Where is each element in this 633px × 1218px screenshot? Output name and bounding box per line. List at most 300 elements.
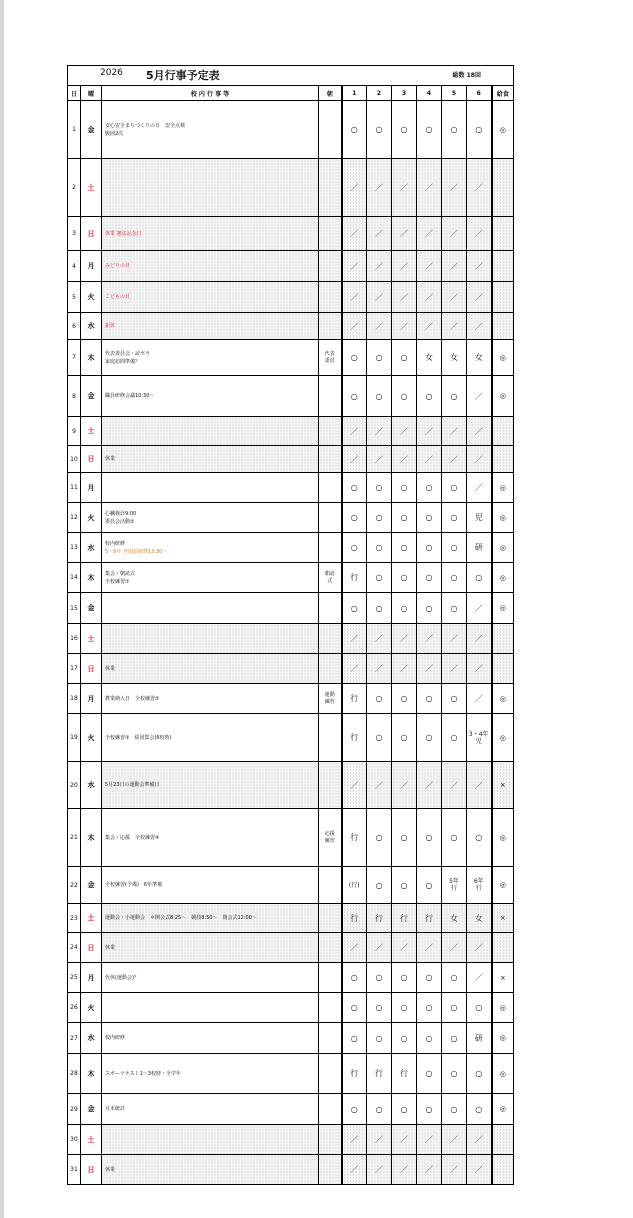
event-cell — [102, 1054, 319, 1094]
total-count: 総数 18回 — [452, 72, 481, 79]
period-2-cell: ／ — [367, 762, 392, 809]
period-6-cell: 女 — [467, 340, 492, 376]
table-row — [68, 563, 514, 593]
note-cell — [319, 1094, 342, 1125]
event-line: 腹囲2次 — [105, 130, 124, 137]
period-6-cell: 3・4年 児 — [467, 714, 492, 762]
weekday-cell: 土 — [81, 1125, 102, 1155]
period-2-cell: ／ — [367, 654, 392, 684]
col-p5-header: 5 — [442, 86, 467, 101]
day-cell: 14 — [68, 563, 81, 593]
event-line: 代表委員会・読ボラ — [105, 350, 151, 357]
day-cell: 22 — [68, 867, 81, 904]
period-3-cell: ○ — [392, 684, 417, 714]
period-4-cell: ／ — [417, 446, 442, 473]
period-2-cell: ／ — [367, 217, 392, 251]
event-cell — [102, 340, 319, 376]
period-1-cell: ／ — [342, 762, 367, 809]
event-line: 休業 — [105, 665, 116, 672]
weekday-cell: 火 — [81, 282, 102, 313]
period-2-cell: ／ — [367, 1155, 392, 1185]
period-5-cell: ／ — [442, 762, 467, 809]
event-line: 休業 — [105, 456, 116, 462]
period-3-cell: ○ — [392, 340, 417, 376]
period-1-cell: 行 — [342, 904, 367, 933]
day-cell: 25 — [68, 963, 81, 993]
day-cell: 16 — [68, 624, 81, 654]
day-cell: 23 — [68, 904, 81, 933]
event-cell — [102, 217, 319, 251]
day-cell: 3 — [68, 217, 81, 251]
note-cell — [319, 654, 342, 684]
lunch-cell — [492, 159, 514, 217]
schedule-body — [68, 101, 514, 1185]
weekday-cell: 月 — [81, 251, 102, 282]
period-4-cell: ／ — [417, 933, 442, 963]
event-line: 全校練習(予備) 6年準備 — [105, 882, 163, 888]
col-p2-header: 2 — [367, 86, 392, 101]
lunch-cell: ◎ — [492, 1054, 514, 1094]
period-1-cell: ○ — [342, 503, 367, 533]
period-2-cell: 行 — [367, 904, 392, 933]
event-line: 全校練習③ 結団集会(6校時) — [105, 734, 172, 741]
table-row — [68, 933, 514, 963]
note-cell — [319, 1023, 342, 1054]
table-row — [68, 446, 514, 473]
period-4-cell: ／ — [417, 313, 442, 340]
lunch-cell: ◎ — [492, 1094, 514, 1125]
event-line: 校内研修 — [105, 1035, 126, 1041]
period-1-cell: ○ — [342, 1094, 367, 1125]
lunch-cell: ◎ — [492, 533, 514, 563]
period-3-cell: ／ — [392, 282, 417, 313]
lunch-cell: ◎ — [492, 684, 514, 714]
period-1-cell: ○ — [342, 473, 367, 503]
period-2-cell: ／ — [367, 251, 392, 282]
period-2-cell: ／ — [367, 159, 392, 217]
day-cell: 20 — [68, 762, 81, 809]
day-cell: 28 — [68, 1054, 81, 1094]
period-2-cell: ／ — [367, 313, 392, 340]
period-5-cell: ／ — [442, 654, 467, 684]
event-cell — [102, 282, 319, 313]
lunch-cell — [492, 217, 514, 251]
lunch-cell — [492, 624, 514, 654]
note-cell — [319, 762, 342, 809]
period-2-cell: ○ — [367, 1094, 392, 1125]
period-4-cell: ○ — [417, 503, 442, 533]
event-line: 全校練習① — [105, 578, 130, 585]
note-cell — [319, 101, 342, 159]
event-cell — [102, 904, 319, 933]
note-cell: 運動 練習 — [319, 684, 342, 714]
period-4-cell: 女 — [417, 340, 442, 376]
period-1-cell: ／ — [342, 446, 367, 473]
period-3-cell: 行 — [392, 1054, 417, 1094]
lunch-cell: × — [492, 762, 514, 809]
period-5-cell: ○ — [442, 963, 467, 993]
period-6-cell: ／ — [467, 963, 492, 993]
day-cell: 5 — [68, 282, 81, 313]
day-cell: 6 — [68, 313, 81, 340]
period-3-cell: ／ — [392, 1155, 417, 1185]
day-cell: 8 — [68, 376, 81, 417]
event-cell — [102, 993, 319, 1023]
period-1-cell: 行 — [342, 1054, 367, 1094]
period-1-cell: ○ — [342, 101, 367, 159]
period-6-cell: ／ — [467, 473, 492, 503]
lunch-cell — [492, 1155, 514, 1185]
period-3-cell: ○ — [392, 963, 417, 993]
note-cell — [319, 251, 342, 282]
period-6-cell: ／ — [467, 251, 492, 282]
event-cell — [102, 417, 319, 446]
day-cell: 17 — [68, 654, 81, 684]
lunch-cell: ◎ — [492, 473, 514, 503]
event-cell — [102, 159, 319, 217]
period-3-cell: ／ — [392, 654, 417, 684]
lunch-cell — [492, 933, 514, 963]
event-line: 5月23日の運動会準備日 — [105, 782, 160, 788]
weekday-cell: 水 — [81, 533, 102, 563]
note-cell: 応援 練習 — [319, 809, 342, 867]
day-cell: 13 — [68, 533, 81, 563]
period-4-cell: 行 — [417, 904, 442, 933]
period-5-cell: ／ — [442, 313, 467, 340]
period-6-cell: ／ — [467, 1125, 492, 1155]
event-cell — [102, 624, 319, 654]
lunch-cell: ◎ — [492, 714, 514, 762]
event-cell — [102, 933, 319, 963]
period-3-cell: 行 — [392, 904, 417, 933]
period-5-cell: ○ — [442, 101, 467, 159]
period-3-cell: ／ — [392, 762, 417, 809]
period-6-cell: ○ — [467, 101, 492, 159]
event-cell — [102, 473, 319, 503]
sheet-header — [67, 65, 514, 85]
event-cell — [102, 101, 319, 159]
table-row — [68, 1125, 514, 1155]
period-4-cell: ○ — [417, 809, 442, 867]
event-cell — [102, 654, 319, 684]
period-2-cell: ／ — [367, 1125, 392, 1155]
weekday-cell: 木 — [81, 340, 102, 376]
period-3-cell: ○ — [392, 993, 417, 1023]
lunch-cell: ◎ — [492, 340, 514, 376]
event-cell — [102, 563, 319, 593]
period-4-cell: ○ — [417, 993, 442, 1023]
weekday-cell: 火 — [81, 503, 102, 533]
period-5-cell: ／ — [442, 933, 467, 963]
period-5-cell: 女 — [442, 904, 467, 933]
period-4-cell: ○ — [417, 1054, 442, 1094]
period-2-cell: ○ — [367, 963, 392, 993]
period-1-cell: 行 — [342, 563, 367, 593]
note-cell — [319, 933, 342, 963]
weekday-cell: 水 — [81, 1023, 102, 1054]
weekday-cell: 水 — [81, 313, 102, 340]
weekday-cell: 日 — [81, 217, 102, 251]
period-2-cell: 行 — [367, 1054, 392, 1094]
day-cell: 30 — [68, 1125, 81, 1155]
event-line: 休業 憲法記念日 — [105, 230, 142, 237]
event-line: 運動会・小運動会 ＊開会式8:25～ 競技8:50～ 閉会式12:00～ — [105, 915, 257, 921]
period-5-cell: ／ — [442, 1125, 467, 1155]
period-4-cell: ／ — [417, 251, 442, 282]
period-6-cell: ／ — [467, 313, 492, 340]
period-1-cell: 行 — [342, 714, 367, 762]
table-row — [68, 533, 514, 563]
table-row — [68, 714, 514, 762]
period-3-cell: ○ — [392, 809, 417, 867]
period-1-cell: (行) — [342, 867, 367, 904]
event-line: 休業 — [105, 1166, 116, 1173]
period-5-cell: ○ — [442, 1054, 467, 1094]
event-cell — [102, 376, 319, 417]
period-1-cell: ／ — [342, 933, 367, 963]
weekday-cell: 金 — [81, 593, 102, 624]
period-2-cell: ／ — [367, 624, 392, 654]
period-3-cell: ／ — [392, 446, 417, 473]
period-3-cell: ○ — [392, 714, 417, 762]
period-4-cell: ○ — [417, 867, 442, 904]
day-cell: 9 — [68, 417, 81, 446]
note-cell — [319, 159, 342, 217]
period-4-cell: ○ — [417, 533, 442, 563]
period-5-cell: ○ — [442, 503, 467, 533]
lunch-cell: × — [492, 963, 514, 993]
table-row — [68, 251, 514, 282]
weekday-cell: 月 — [81, 684, 102, 714]
event-line: 振休 — [105, 323, 116, 329]
weekday-cell: 火 — [81, 714, 102, 762]
weekday-cell: 土 — [81, 417, 102, 446]
table-row — [68, 313, 514, 340]
event-line: 家庭訪問準備？ — [105, 358, 141, 365]
period-2-cell: ○ — [367, 340, 392, 376]
period-6-cell: 女 — [467, 904, 492, 933]
period-1-cell: ／ — [342, 1155, 367, 1185]
event-line: 代休(運動会)？ — [105, 974, 139, 981]
period-4-cell: ／ — [417, 1155, 442, 1185]
period-2-cell: ○ — [367, 593, 392, 624]
period-4-cell: ／ — [417, 654, 442, 684]
weekday-cell: 土 — [81, 159, 102, 217]
event-line: 委員会活動② — [105, 518, 135, 525]
weekday-cell: 木 — [81, 563, 102, 593]
note-cell — [319, 714, 342, 762]
period-1-cell: ○ — [342, 963, 367, 993]
period-2-cell: ○ — [367, 867, 392, 904]
day-cell: 26 — [68, 993, 81, 1023]
table-row — [68, 993, 514, 1023]
weekday-cell: 金 — [81, 376, 102, 417]
weekday-cell: 日 — [81, 1155, 102, 1185]
period-1-cell: 行 — [342, 684, 367, 714]
event-line: 職員研修会議10:30～ — [105, 393, 155, 399]
period-2-cell: ／ — [367, 446, 392, 473]
event-cell — [102, 762, 319, 809]
period-4-cell: ○ — [417, 684, 442, 714]
period-6-cell: ／ — [467, 417, 492, 446]
day-cell: 19 — [68, 714, 81, 762]
period-4-cell: ○ — [417, 1023, 442, 1054]
period-5-cell: ／ — [442, 417, 467, 446]
period-4-cell: ○ — [417, 593, 442, 624]
weekday-cell: 土 — [81, 624, 102, 654]
table-row — [68, 376, 514, 417]
col-p4-header: 4 — [417, 86, 442, 101]
event-cell — [102, 867, 319, 904]
day-cell: 2 — [68, 159, 81, 217]
period-4-cell: ○ — [417, 963, 442, 993]
period-5-cell: ／ — [442, 1155, 467, 1185]
period-5-cell: ○ — [442, 1023, 467, 1054]
event-cell — [102, 684, 319, 714]
period-5-cell: ／ — [442, 446, 467, 473]
lunch-cell — [492, 654, 514, 684]
period-3-cell: ○ — [392, 563, 417, 593]
weekday-cell: 金 — [81, 867, 102, 904]
lunch-cell: × — [492, 904, 514, 933]
period-1-cell: ／ — [342, 282, 367, 313]
note-cell — [319, 446, 342, 473]
note-cell — [319, 624, 342, 654]
note-cell: 代表 委員 — [319, 340, 342, 376]
note-cell — [319, 313, 342, 340]
lunch-cell: ◎ — [492, 593, 514, 624]
col-weekday-header: 曜 — [81, 86, 102, 101]
weekday-cell: 金 — [81, 1094, 102, 1125]
event-line: 月末統計 — [105, 1106, 126, 1112]
note-cell — [319, 867, 342, 904]
day-cell: 18 — [68, 684, 81, 714]
weekday-cell: 日 — [81, 933, 102, 963]
event-line: 集会・朝読式 — [105, 570, 136, 577]
table-row — [68, 340, 514, 376]
table-row — [68, 809, 514, 867]
period-6-cell: ○ — [467, 563, 492, 593]
lunch-cell — [492, 313, 514, 340]
period-6-cell: ／ — [467, 762, 492, 809]
weekday-cell: 水 — [81, 762, 102, 809]
period-2-cell: ○ — [367, 714, 392, 762]
scrollbar-left[interactable] — [0, 0, 4, 1218]
col-p1-header: 1 — [342, 86, 367, 101]
lunch-cell — [492, 282, 514, 313]
period-4-cell: ○ — [417, 1094, 442, 1125]
period-1-cell: ／ — [342, 417, 367, 446]
period-3-cell: ／ — [392, 1125, 417, 1155]
event-cell — [102, 533, 319, 563]
period-3-cell: ○ — [392, 1023, 417, 1054]
period-3-cell: ○ — [392, 503, 417, 533]
lunch-cell: ◎ — [492, 809, 514, 867]
table-row — [68, 762, 514, 809]
note-cell — [319, 593, 342, 624]
period-1-cell: ○ — [342, 1023, 367, 1054]
event-cell — [102, 446, 319, 473]
period-6-cell: ／ — [467, 446, 492, 473]
period-3-cell: ／ — [392, 417, 417, 446]
period-5-cell: ○ — [442, 473, 467, 503]
table-row — [68, 904, 514, 933]
day-cell: 15 — [68, 593, 81, 624]
period-3-cell: ○ — [392, 376, 417, 417]
period-4-cell: ／ — [417, 1125, 442, 1155]
period-5-cell: ○ — [442, 376, 467, 417]
period-5-cell: ○ — [442, 563, 467, 593]
period-5-cell: ／ — [442, 159, 467, 217]
note-cell — [319, 533, 342, 563]
period-6-cell: ／ — [467, 654, 492, 684]
period-6-cell: ／ — [467, 684, 492, 714]
day-cell: 4 — [68, 251, 81, 282]
period-1-cell: ／ — [342, 654, 367, 684]
day-cell: 1 — [68, 101, 81, 159]
period-2-cell: ／ — [367, 282, 392, 313]
period-6-cell: ／ — [467, 593, 492, 624]
period-3-cell: ／ — [392, 313, 417, 340]
page-title: 5月行事予定表 — [146, 69, 220, 82]
period-3-cell: ／ — [392, 933, 417, 963]
col-total-header: 給食 — [492, 86, 514, 101]
lunch-cell: ◎ — [492, 867, 514, 904]
event-line: こどもの日 — [105, 294, 131, 300]
period-5-cell: ○ — [442, 1094, 467, 1125]
period-5-cell: ○ — [442, 809, 467, 867]
table-row — [68, 684, 514, 714]
schedule-sheet — [67, 65, 514, 1185]
table-row — [68, 1094, 514, 1125]
period-6-cell: ○ — [467, 1054, 492, 1094]
period-6-cell: ／ — [467, 624, 492, 654]
weekday-cell: 日 — [81, 654, 102, 684]
period-6-cell: ○ — [467, 1094, 492, 1125]
period-6-cell: ○ — [467, 809, 492, 867]
period-2-cell: ○ — [367, 809, 392, 867]
period-6-cell: ／ — [467, 217, 492, 251]
period-4-cell: ／ — [417, 762, 442, 809]
note-cell — [319, 503, 342, 533]
note-cell — [319, 417, 342, 446]
table-row — [68, 593, 514, 624]
period-2-cell: ／ — [367, 417, 392, 446]
table-row — [68, 417, 514, 446]
col-p6-header: 6 — [467, 86, 492, 101]
period-5-cell: 女 — [442, 340, 467, 376]
lunch-cell: ◎ — [492, 1023, 514, 1054]
period-5-cell: ／ — [442, 624, 467, 654]
period-2-cell: ○ — [367, 101, 392, 159]
note-cell — [319, 1054, 342, 1094]
table-row — [68, 1155, 514, 1185]
table-row — [68, 963, 514, 993]
day-cell: 27 — [68, 1023, 81, 1054]
col-note-header: 朝 — [319, 86, 342, 101]
period-6-cell: ／ — [467, 933, 492, 963]
period-6-cell: ／ — [467, 159, 492, 217]
note-cell — [319, 993, 342, 1023]
period-3-cell: ○ — [392, 473, 417, 503]
lunch-cell: ◎ — [492, 101, 514, 159]
period-3-cell: ／ — [392, 217, 417, 251]
lunch-cell: ◎ — [492, 563, 514, 593]
event-line: みどりの日 — [105, 263, 131, 269]
event-cell — [102, 809, 319, 867]
note-cell — [319, 963, 342, 993]
period-6-cell: ／ — [467, 282, 492, 313]
